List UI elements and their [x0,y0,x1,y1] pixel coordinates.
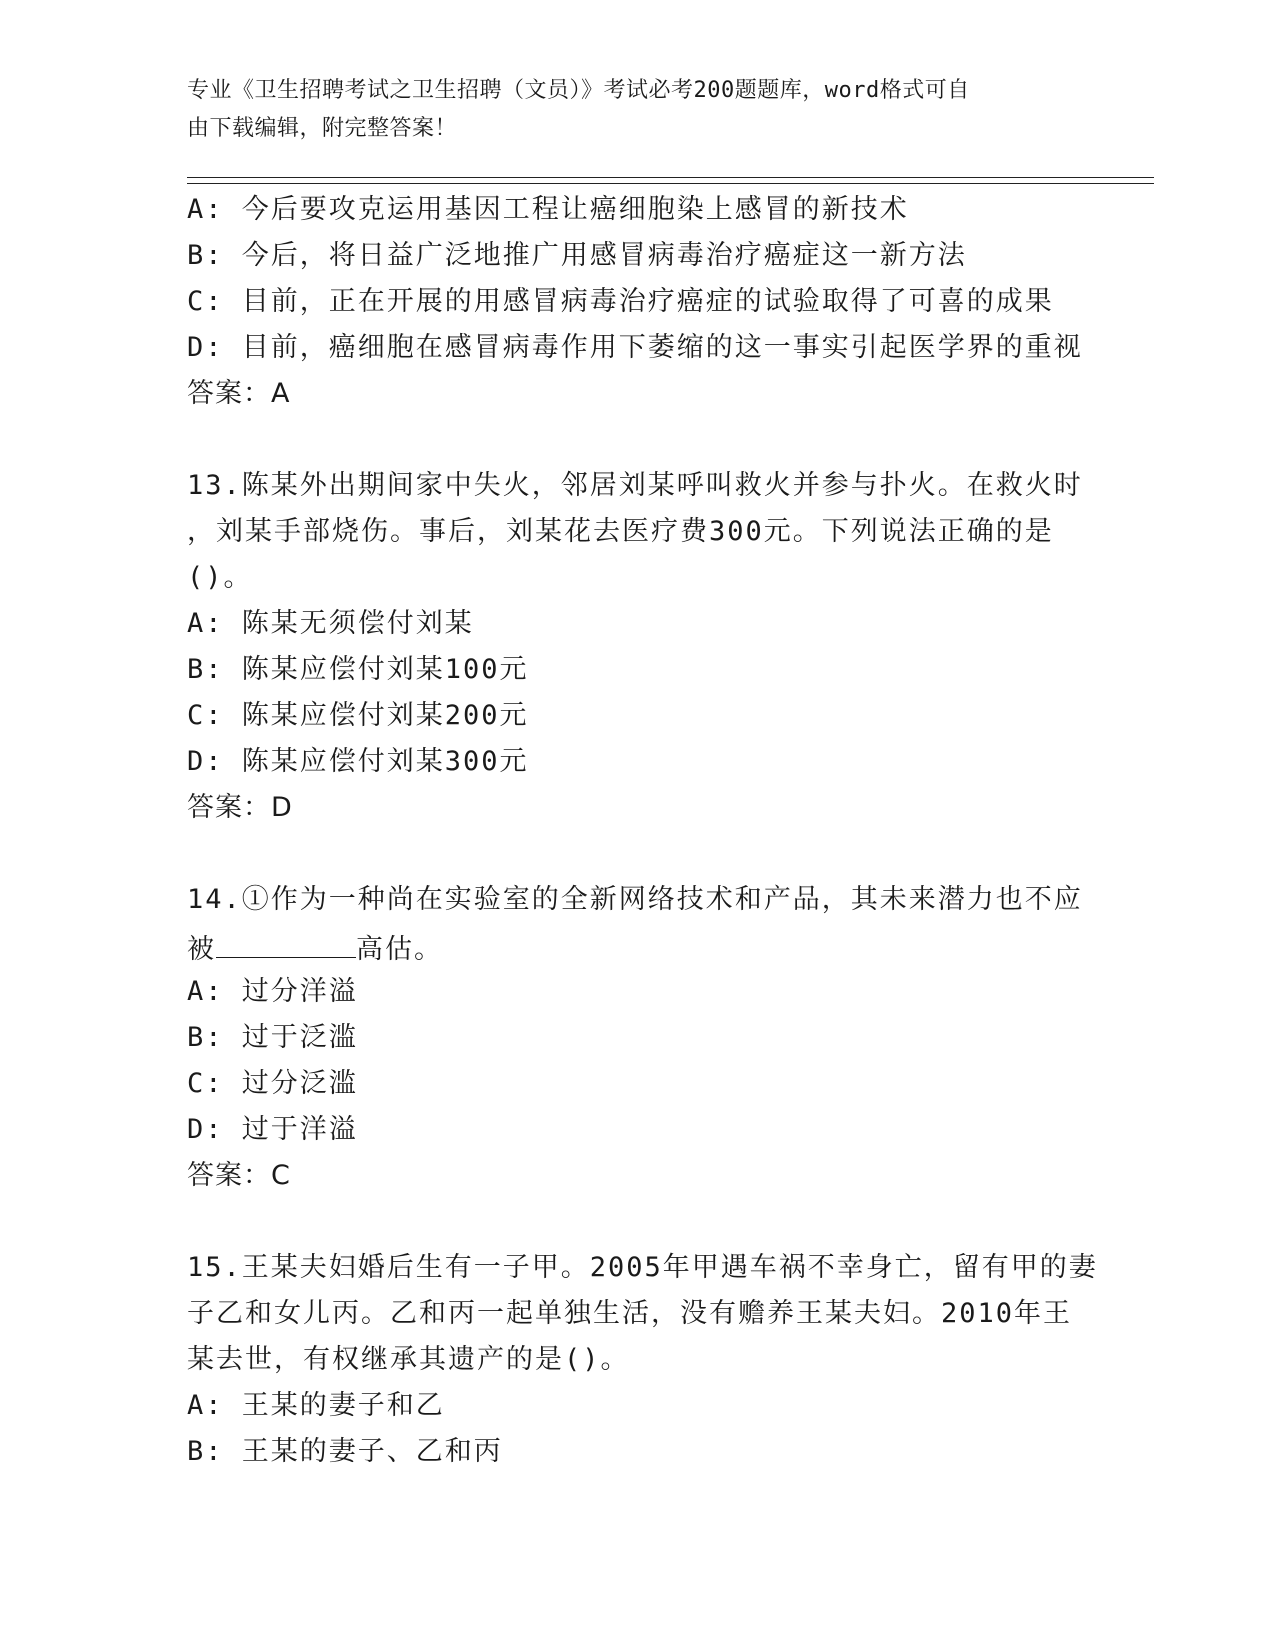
question-14 [187,877,1087,1199]
option-d: D: 陈某应偿付刘某300元 [187,746,529,777]
spacer [187,831,1087,877]
stem-text: 高估。 [356,934,443,965]
option-b: B: 陈某应偿付刘某100元 [187,654,529,685]
stem-text: 被 [187,934,216,965]
header-line: 专业《卫生招聘考试之卫生招聘（文员）》考试必考200题题库，word格式可自 [187,78,970,103]
spacer [187,1199,1087,1245]
header-rule-top [187,177,1154,178]
question-list [187,187,1098,1475]
header-line: 由下载编辑，附完整答案！ [187,116,458,141]
option-a: A: 陈某无须偿付刘某 [187,608,474,639]
header-rule-bottom [187,183,1154,184]
option-a: A: 王某的妻子和乙 [187,1390,445,1421]
option-a: A: 今后要攻克运用基因工程让癌细胞染上感冒的新技术 [187,194,909,225]
option-b: B: 过于泛滥 [187,1022,358,1053]
fill-in-blank [216,923,356,958]
option-b: B: 王某的妻子、乙和丙 [187,1436,503,1467]
question-stem-line: ()。 [187,562,253,593]
spacer [187,417,1087,463]
question-12 [187,187,1087,417]
option-c: C: 过分泛滥 [187,1068,358,1099]
question-stem-line: 13.陈某外出期间家中失火，邻居刘某呼叫救火并参与扑火。在救火时 [187,470,1083,501]
option-d: D: 过于洋溢 [187,1114,358,1145]
question-stem-line: 子乙和女儿丙。乙和丙一起单独生活，没有赡养王某夫妇。2010年王 [187,1298,1073,1329]
option-a: A: 过分洋溢 [187,976,358,1007]
option-c: C: 目前，正在开展的用感冒病毒治疗癌症的试验取得了可喜的成果 [187,286,1054,317]
question-stem-line [187,923,1087,969]
document-header [187,72,1087,148]
option-c: C: 陈某应偿付刘某200元 [187,700,529,731]
answer-label: 答案：C [187,1160,291,1191]
answer-label: 答案：D [187,792,293,823]
question-stem-line: ，刘某手部烧伤。事后，刘某花去医疗费300元。下列说法正确的是 [187,516,1054,547]
question-stem-line: 某去世，有权继承其遗产的是()。 [187,1344,630,1375]
answer-label: 答案：A [187,378,291,409]
question-stem-line: 15.王某夫妇婚后生有一子甲。2005年甲遇车祸不幸身亡，留有甲的妻 [187,1252,1098,1283]
question-stem-line: 14.①作为一种尚在实验室的全新网络技术和产品，其未来潜力也不应 [187,884,1083,915]
question-13 [187,463,1087,831]
question-15 [187,1245,1098,1475]
option-d: D: 目前，癌细胞在感冒病毒作用下萎缩的这一事实引起医学界的重视 [187,332,1083,363]
option-b: B: 今后，将日益广泛地推广用感冒病毒治疗癌症这一新方法 [187,240,967,271]
